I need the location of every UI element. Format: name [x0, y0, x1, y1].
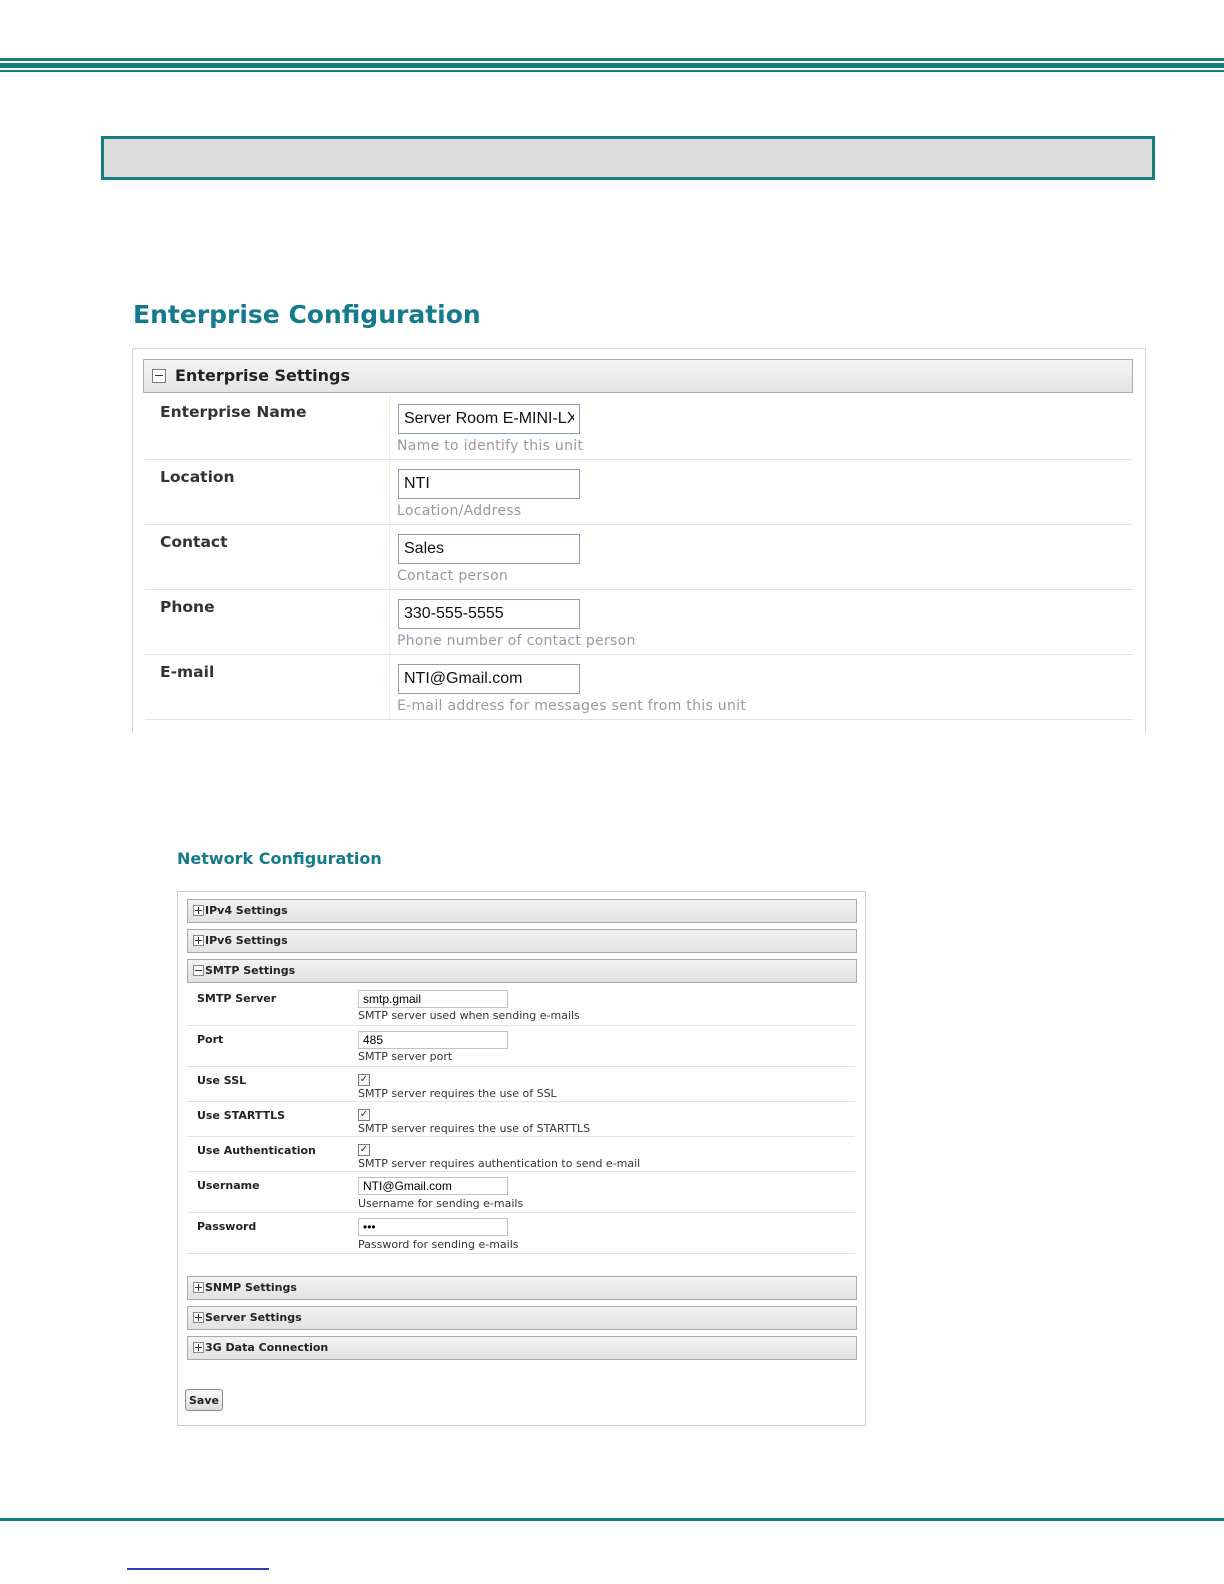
enterprise-settings-header[interactable]: [143, 359, 1133, 393]
email-label: E-mail: [160, 663, 215, 681]
use-ssl-label: Use SSL: [197, 1074, 247, 1087]
use-ssl-row: [187, 1069, 855, 1102]
enterprise-panel: [132, 348, 1146, 733]
password-row: [187, 1215, 855, 1254]
section-label: SNMP Settings: [205, 1281, 297, 1294]
expand-icon[interactable]: [193, 1282, 204, 1293]
enterprise-page-title: Enterprise Configuration: [133, 300, 481, 329]
password-label: Password: [197, 1220, 257, 1233]
use-ssl-checkbox[interactable]: ✓: [359, 1074, 369, 1085]
username-input[interactable]: [358, 1177, 508, 1195]
use-starttls-checkbox[interactable]: ✓: [359, 1109, 369, 1120]
section-label: IPv6 Settings: [205, 934, 288, 947]
section-label: 3G Data Connection: [205, 1341, 329, 1354]
location-hint: Location/Address: [397, 503, 522, 519]
use-authentication-row: [187, 1139, 855, 1172]
phone-hint: Phone number of contact person: [397, 633, 636, 649]
save-button[interactable]: Save: [185, 1389, 223, 1411]
divider: [389, 460, 390, 524]
ipv6-settings-header[interactable]: [187, 929, 857, 953]
smtp-server-label: SMTP Server: [197, 992, 277, 1005]
use-authentication-hint: SMTP server requires authentication to send e-mail: [358, 1157, 641, 1170]
server-settings-header[interactable]: [187, 1306, 857, 1330]
phone-label: Phone: [160, 598, 215, 616]
email-input[interactable]: [398, 664, 580, 694]
smtp-server-row: [187, 987, 855, 1026]
phone-input[interactable]: [398, 599, 580, 629]
email-hint: E-mail address for messages sent from this unit: [397, 698, 747, 714]
enterprise-name-label: Enterprise Name: [160, 403, 307, 421]
location-input[interactable]: [398, 469, 580, 499]
header-rule: [0, 63, 1224, 68]
ipv4-settings-header[interactable]: [187, 899, 857, 923]
username-label: Username: [197, 1179, 260, 1192]
network-panel: [177, 891, 866, 1426]
footer-rule: [0, 1518, 1224, 1521]
expand-icon[interactable]: [193, 1312, 204, 1323]
section-label: SMTP Settings: [205, 964, 296, 977]
smtp-server-hint: SMTP server used when sending e-mails: [358, 1009, 580, 1022]
divider: [389, 655, 390, 719]
contact-input[interactable]: [398, 534, 580, 564]
password-input[interactable]: [358, 1218, 508, 1236]
location-label: Location: [160, 468, 235, 486]
username-row: [187, 1174, 855, 1213]
section-banner: [101, 136, 1155, 180]
use-authentication-label: Use Authentication: [197, 1144, 316, 1157]
use-starttls-label: Use STARTTLS: [197, 1109, 286, 1122]
header-rule: [0, 58, 1224, 61]
expand-icon[interactable]: [193, 935, 204, 946]
port-input[interactable]: [358, 1031, 508, 1049]
collapse-icon[interactable]: [193, 965, 204, 976]
enterprise-name-input[interactable]: [398, 404, 580, 434]
email-row: [145, 655, 1133, 720]
expand-icon[interactable]: [193, 1342, 204, 1353]
network-page-title: Network Configuration: [177, 849, 382, 868]
smtp-server-input[interactable]: [358, 990, 508, 1008]
divider: [389, 525, 390, 589]
use-ssl-hint: SMTP server requires the use of SSL: [358, 1087, 557, 1100]
port-hint: SMTP server port: [358, 1050, 453, 1063]
section-label: Server Settings: [205, 1311, 302, 1324]
location-row: [145, 460, 1133, 525]
port-row: [187, 1028, 855, 1067]
contact-row: [145, 525, 1133, 590]
3g-data-connection-header[interactable]: [187, 1336, 857, 1360]
divider: [389, 395, 390, 459]
contact-hint: Contact person: [397, 568, 509, 584]
use-authentication-checkbox[interactable]: ✓: [359, 1144, 369, 1155]
contact-label: Contact: [160, 533, 228, 551]
expand-icon[interactable]: [193, 905, 204, 916]
enterprise-name-hint: Name to identify this unit: [397, 438, 584, 454]
divider: [389, 590, 390, 654]
enterprise-settings-label: Enterprise Settings: [175, 366, 351, 385]
snmp-settings-header[interactable]: [187, 1276, 857, 1300]
enterprise-name-row: [145, 395, 1133, 460]
use-starttls-row: [187, 1104, 855, 1137]
section-label: IPv4 Settings: [205, 904, 288, 917]
footer-link-underline[interactable]: [127, 1568, 269, 1570]
password-hint: Password for sending e-mails: [358, 1238, 519, 1251]
smtp-settings-header[interactable]: [187, 959, 857, 983]
use-starttls-hint: SMTP server requires the use of STARTTLS: [358, 1122, 591, 1135]
header-rule: [0, 70, 1224, 72]
port-label: Port: [197, 1033, 224, 1046]
username-hint: Username for sending e-mails: [358, 1197, 524, 1210]
phone-row: [145, 590, 1133, 655]
collapse-icon[interactable]: [152, 369, 166, 383]
